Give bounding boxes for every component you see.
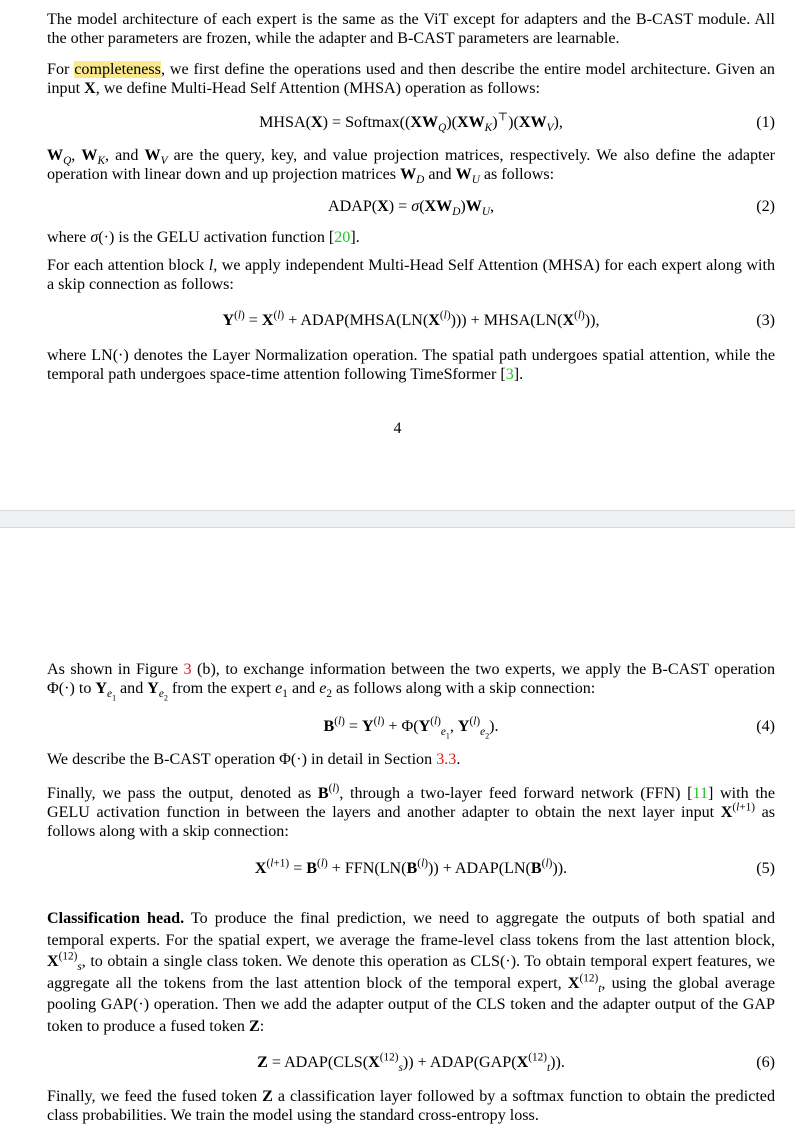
equation-1	[47, 112, 775, 134]
paragraph-completeness: For completeness, we first define the operations used and then describe the entire model architecture. Given an input X, we define Multi-Head Self Attention (MHSA) operation as follows:	[47, 61, 775, 97]
page-4	[0, 0, 795, 510]
highlighted-word[interactable]: completeness	[74, 61, 161, 78]
equation-1-math: MHSA(X) = $Softmax((XW_Q)(XW_K)^⊤)(XW_V)$,	[259, 111, 563, 135]
equation-1-number: (1)	[756, 114, 775, 131]
section-link[interactable]: 3.3	[436, 751, 457, 768]
equation-6	[47, 1052, 775, 1074]
equation-6-math: $Z = ADAP(CLS(X^{(12)}_s))$ + $ADAP(GAP(X^{(12)}_t))$.	[257, 1051, 565, 1075]
equation-6-number: (6)	[756, 1054, 775, 1071]
paragraph-projections: $W_Q$, $W_K$, and $W_V$ are the query, key, and value projection matrices, respectively. We also define the adapter operation with linear down and up projection matrices $W_D$ and $W_U$ as follows:	[47, 147, 775, 187]
citation-link[interactable]: 20	[334, 229, 351, 246]
equation-5-number: (5)	[756, 860, 775, 877]
equation-2	[47, 196, 775, 218]
figure-link[interactable]: 3	[183, 661, 192, 678]
equation-4-number: (4)	[756, 718, 775, 735]
paragraph-gelu: where σ(·) is the GELU activation function [20].	[47, 229, 360, 246]
equation-2-number: (2)	[756, 198, 775, 215]
equation-5-math: $X^{(l+1)} = B^{(l)} + FFN(LN(B^{(l)}))$ + $ADAP(LN(B^{(l)}))$.	[254, 857, 568, 877]
page-number: 4	[393, 420, 402, 437]
citation-link[interactable]: 3	[505, 366, 514, 383]
paragraph-bcast: As shown in Figure 3 (b), to exchange information between the two experts, we apply the B-CAST operation Φ(·) to $Y_{e_1}$ and $Y_{e_2}$ from the expert $e_1$ and $e_2$ as follows along with a skip connection:	[47, 661, 775, 703]
equation-4-math: $B^{(l)} = Y^{(l)} + \Phi(Y^{(l)}_{e_1}$, $Y^{(l)}_{e_2}$).	[323, 715, 499, 741]
equation-3-number: (3)	[756, 312, 775, 329]
equation-3	[47, 310, 775, 332]
section-heading: Classification head.	[47, 910, 185, 927]
paragraph-attention-block: For each attention block l, we apply independent Multi-Head Self Attention (MHSA) for each expert along with a skip connection as follows:	[47, 257, 775, 293]
paragraph-softmax: Finally, we feed the fused token Z a classification layer followed by a softmax function to obtain the predicted class probabilities. We train the model using the standard cross-entropy loss.	[47, 1088, 775, 1124]
citation-link[interactable]: 11	[692, 785, 709, 802]
equation-5	[47, 858, 775, 880]
equation-3-math: $Y^{(l)} = X^{(l)}$ + $ADAP(MHSA(LN(X^{(l)})))$ + $MHSA(LN(X^{(l)}))$,	[222, 309, 600, 329]
paragraph-section-ref: We describe the B-CAST operation Φ(·) in detail in Section 3.3.	[47, 751, 461, 768]
paragraph-classification-head: Classification head. To produce the final prediction, we need to aggregate the outputs of both spatial and temporal experts. For the spatial expert, we average the frame-level class tokens from the last attention block, $X^{(12)}_s$, to obtain a single class token. We denote this operation as CLS(·). To obtain temporal expert features, we aggregate all the tokens from the last attention block of the temporal expert, $X^{(12)}_t$, using the global average pooling GAP(·) operation. Then we add the adapter output of the CLS token and the adapter output of the GAP token to produce a fused token Z:	[47, 910, 776, 1035]
page-separator	[0, 510, 795, 528]
equation-2-math: ADAP(X) = $\sigma(XW_D)W_U$,	[327, 198, 495, 219]
paragraph-architecture: The model architecture of each expert is the same as the ViT except for adapters and the B-CAST module. All the other parameters are frozen, while the adapter and B-CAST parameters are learnable.	[47, 11, 775, 47]
equation-4	[47, 715, 775, 741]
paragraph-layer-norm: where LN(·) denotes the Layer Normalization operation. The spatial path undergoes spatial attention, while the temporal path undergoes space-time attention following TimeSformer [3].	[47, 347, 775, 383]
paragraph-ffn: Finally, we pass the output, denoted as $B^{(l)}$, through a two-layer feed forward network (FFN) [11] with the GELU activation function in between the layers and another adapter to obtain the next layer input $X^{(l+1)}$ as follows along with a skip connection:	[47, 782, 775, 840]
page-5	[0, 528, 795, 1130]
